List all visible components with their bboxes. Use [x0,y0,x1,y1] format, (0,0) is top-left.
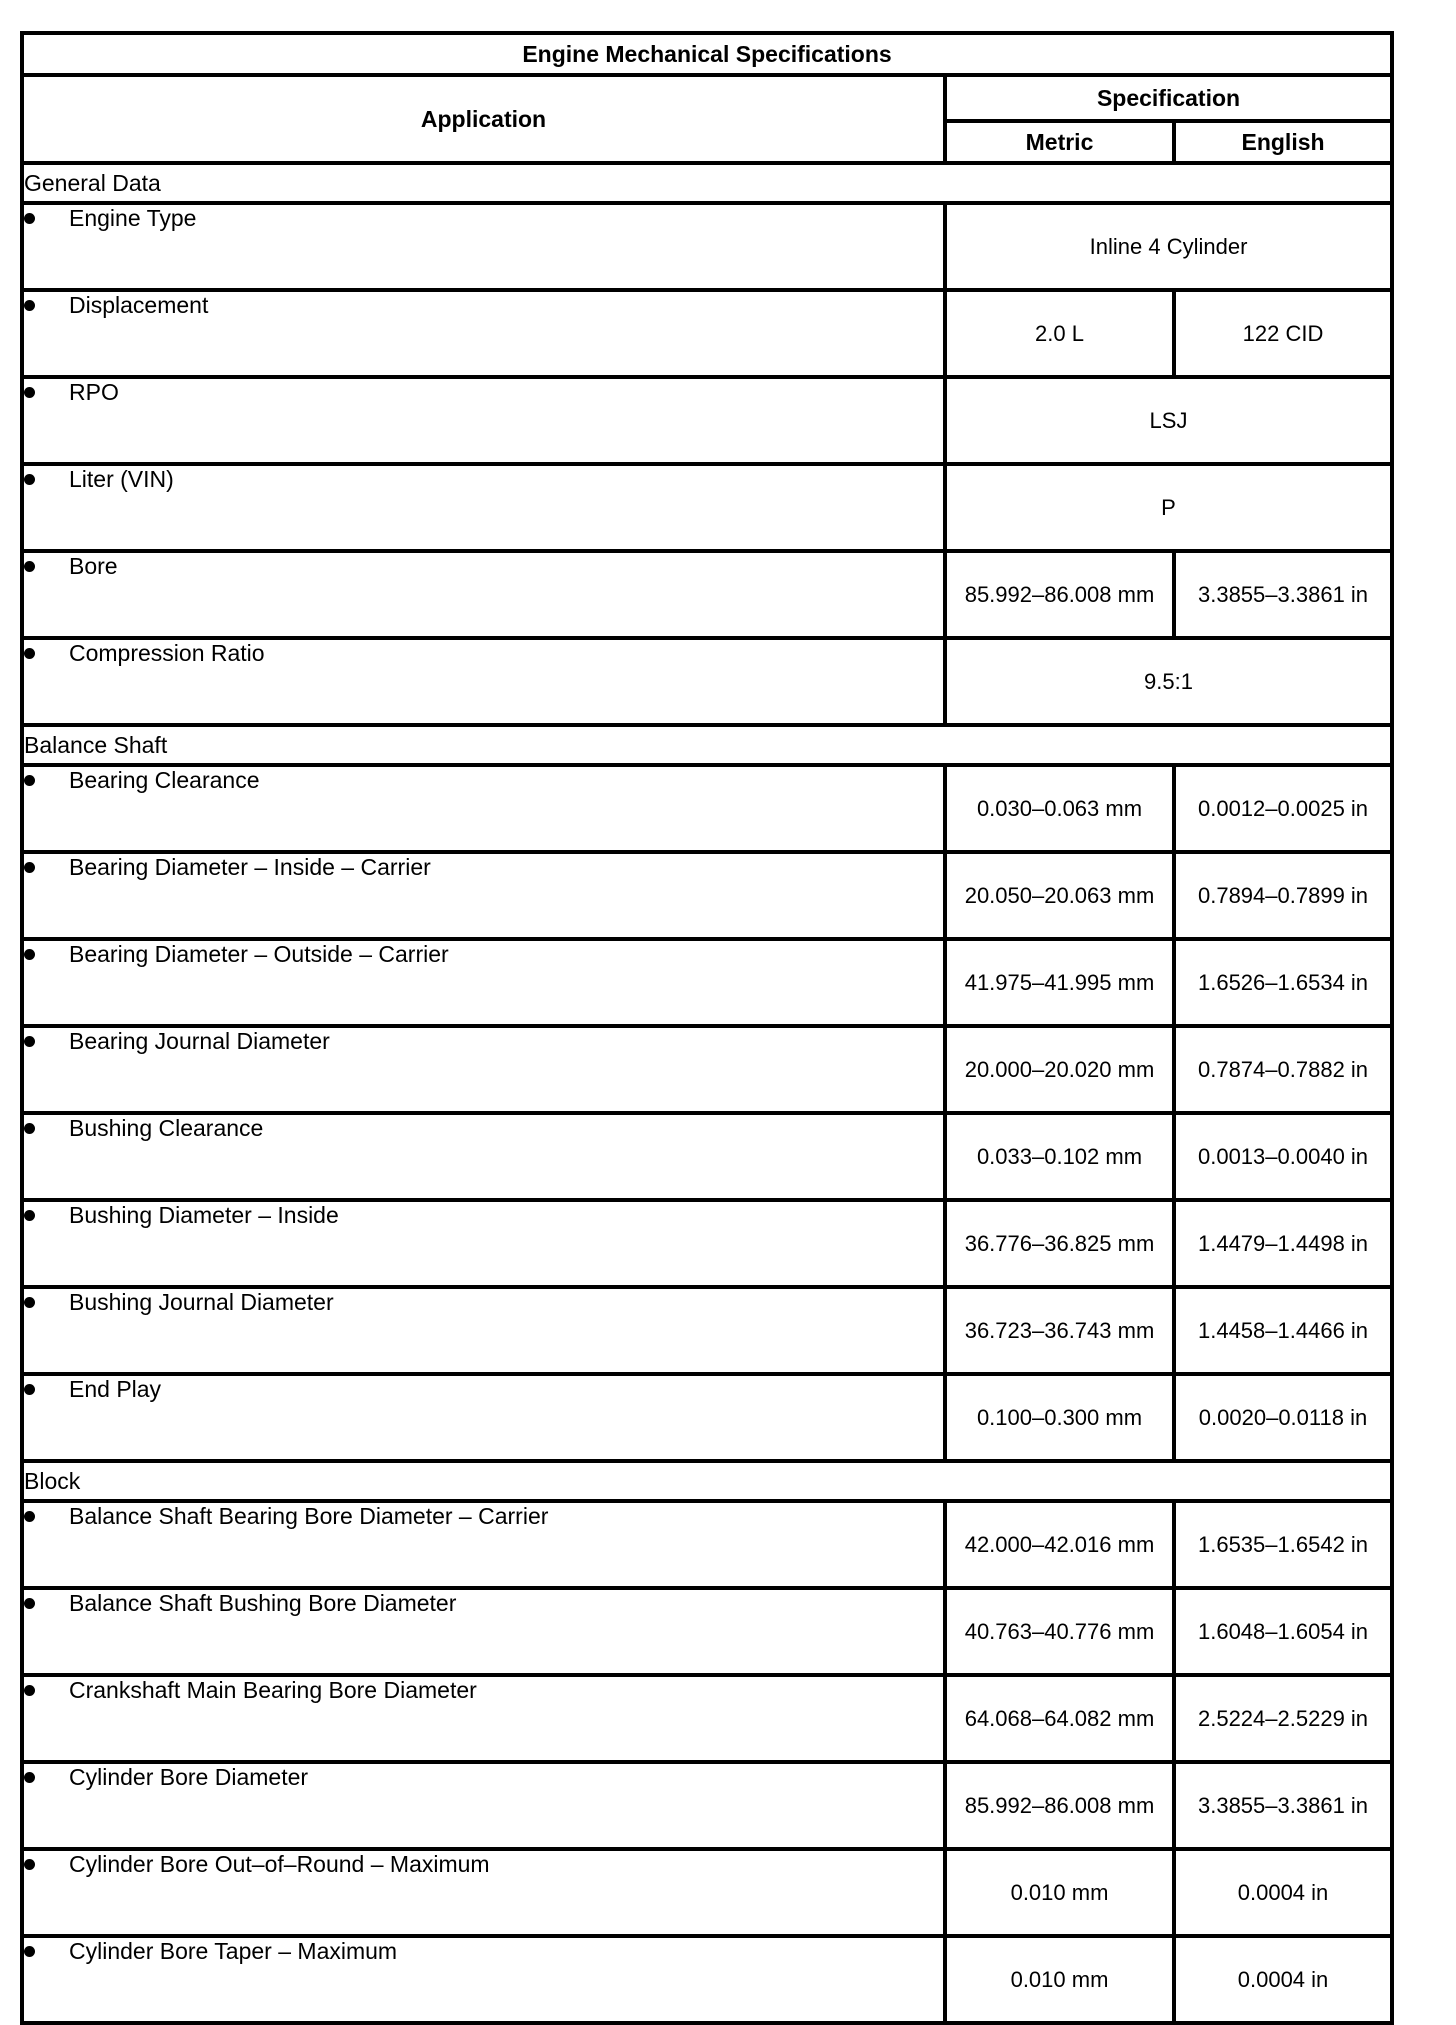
section-label: General Data [22,163,1392,203]
application-label: RPO [69,379,119,405]
bullet-icon [24,561,35,572]
metric-value-cell: 0.010 mm [945,1936,1174,2023]
application-label: Cylinder Bore Diameter [69,1764,309,1790]
application-column-header: Application [22,75,945,163]
engine-mechanical-specifications-table [20,31,1394,2025]
table-row [22,1374,1392,1461]
table-row [22,765,1392,852]
table-row [22,203,1392,290]
bullet-icon [24,949,35,960]
bullet-icon [24,1859,35,1870]
metric-value-cell: 2.0 L [945,290,1174,377]
english-value-cell: 1.4458–1.4466 in [1174,1287,1392,1374]
metric-value-cell: 85.992–86.008 mm [945,551,1174,638]
table-row [22,464,1392,551]
application-cell [22,290,945,377]
bullet-icon [24,648,35,659]
bullet-icon [24,387,35,398]
section-label: Balance Shaft [22,725,1392,765]
english-value-cell: 1.6526–1.6534 in [1174,939,1392,1026]
application-label: Compression Ratio [69,640,265,666]
spec-value-cell: 9.5:1 [945,638,1392,725]
english-value-cell: 0.7894–0.7899 in [1174,852,1392,939]
metric-value-cell: 36.776–36.825 mm [945,1200,1174,1287]
metric-value-cell: 20.050–20.063 mm [945,852,1174,939]
bullet-icon [24,1123,35,1134]
application-cell [22,939,945,1026]
application-cell [22,1026,945,1113]
table-row [22,1849,1392,1936]
table-row [22,290,1392,377]
table-row [22,377,1392,464]
application-cell [22,464,945,551]
table-title: Engine Mechanical Specifications [22,33,1392,75]
table-row [22,1113,1392,1200]
application-label: Bearing Diameter – Inside – Carrier [69,854,431,880]
english-column-header: English [1174,121,1392,163]
bullet-icon [24,1511,35,1522]
header-row-top [22,75,1392,121]
table-row [22,1675,1392,1762]
bullet-icon [24,1685,35,1696]
application-label: Cylinder Bore Taper – Maximum [69,1938,398,1964]
bullet-icon [24,1384,35,1395]
application-label: Cylinder Bore Out–of–Round – Maximum [69,1851,490,1877]
table-row [22,939,1392,1026]
metric-value-cell: 41.975–41.995 mm [945,939,1174,1026]
bullet-icon [24,1210,35,1221]
bullet-icon [24,213,35,224]
application-cell [22,1287,945,1374]
english-value-cell: 1.4479–1.4498 in [1174,1200,1392,1287]
english-value-cell: 3.3855–3.3861 in [1174,1762,1392,1849]
application-cell [22,1501,945,1588]
metric-value-cell: 0.030–0.063 mm [945,765,1174,852]
metric-value-cell: 42.000–42.016 mm [945,1501,1174,1588]
application-label: Bore [69,553,118,579]
metric-value-cell: 64.068–64.082 mm [945,1675,1174,1762]
application-label: Bushing Diameter – Inside [69,1202,339,1228]
table-row [22,1200,1392,1287]
application-cell [22,1849,945,1936]
english-value-cell: 2.5224–2.5229 in [1174,1675,1392,1762]
table-row [22,638,1392,725]
metric-value-cell: 20.000–20.020 mm [945,1026,1174,1113]
metric-value-cell: 40.763–40.776 mm [945,1588,1174,1675]
application-cell [22,1588,945,1675]
english-value-cell: 0.0004 in [1174,1849,1392,1936]
application-cell [22,1113,945,1200]
english-value-cell: 1.6048–1.6054 in [1174,1588,1392,1675]
metric-column-header: Metric [945,121,1174,163]
application-cell [22,1675,945,1762]
table-row [22,852,1392,939]
application-cell [22,377,945,464]
application-label: End Play [69,1376,162,1402]
spec-value-cell: Inline 4 Cylinder [945,203,1392,290]
bullet-icon [24,300,35,311]
section-header-row [22,1461,1392,1501]
application-cell [22,1762,945,1849]
bullet-icon [24,862,35,873]
english-value-cell: 0.0012–0.0025 in [1174,765,1392,852]
application-label: Balance Shaft Bushing Bore Diameter [69,1590,457,1616]
application-cell [22,1936,945,2023]
metric-value-cell: 0.010 mm [945,1849,1174,1936]
application-label: Bushing Journal Diameter [69,1289,334,1315]
section-header-row [22,725,1392,765]
bullet-icon [24,1036,35,1047]
table-row [22,1501,1392,1588]
application-cell [22,852,945,939]
application-cell [22,638,945,725]
metric-value-cell: 0.100–0.300 mm [945,1374,1174,1461]
application-label: Balance Shaft Bearing Bore Diameter – Carrier [69,1503,549,1529]
application-label: Bearing Journal Diameter [69,1028,330,1054]
bullet-icon [24,775,35,786]
application-label: Displacement [69,292,209,318]
application-label: Liter (VIN) [69,466,174,492]
english-value-cell: 1.6535–1.6542 in [1174,1501,1392,1588]
application-cell [22,1374,945,1461]
metric-value-cell: 0.033–0.102 mm [945,1113,1174,1200]
application-label: Crankshaft Main Bearing Bore Diameter [69,1677,477,1703]
table-row [22,1936,1392,2023]
title-row [22,33,1392,75]
metric-value-cell: 85.992–86.008 mm [945,1762,1174,1849]
section-label: Block [22,1461,1392,1501]
table-row [22,1588,1392,1675]
specification-column-header: Specification [945,75,1392,121]
application-label: Bushing Clearance [69,1115,264,1141]
application-label: Engine Type [69,205,197,231]
application-cell [22,203,945,290]
table-row [22,551,1392,638]
english-value-cell: 3.3855–3.3861 in [1174,551,1392,638]
table-row [22,1762,1392,1849]
table-row [22,1026,1392,1113]
application-label: Bearing Diameter – Outside – Carrier [69,941,449,967]
bullet-icon [24,1297,35,1308]
section-header-row [22,163,1392,203]
application-label: Bearing Clearance [69,767,260,793]
spec-value-cell: LSJ [945,377,1392,464]
application-cell [22,551,945,638]
english-value-cell: 0.0004 in [1174,1936,1392,2023]
bullet-icon [24,474,35,485]
application-cell [22,765,945,852]
english-value-cell: 122 CID [1174,290,1392,377]
bullet-icon [24,1772,35,1783]
application-cell [22,1200,945,1287]
english-value-cell: 0.0013–0.0040 in [1174,1113,1392,1200]
table-row [22,1287,1392,1374]
english-value-cell: 0.7874–0.7882 in [1174,1026,1392,1113]
metric-value-cell: 36.723–36.743 mm [945,1287,1174,1374]
spec-value-cell: P [945,464,1392,551]
bullet-icon [24,1598,35,1609]
english-value-cell: 0.0020–0.0118 in [1174,1374,1392,1461]
bullet-icon [24,1946,35,1957]
